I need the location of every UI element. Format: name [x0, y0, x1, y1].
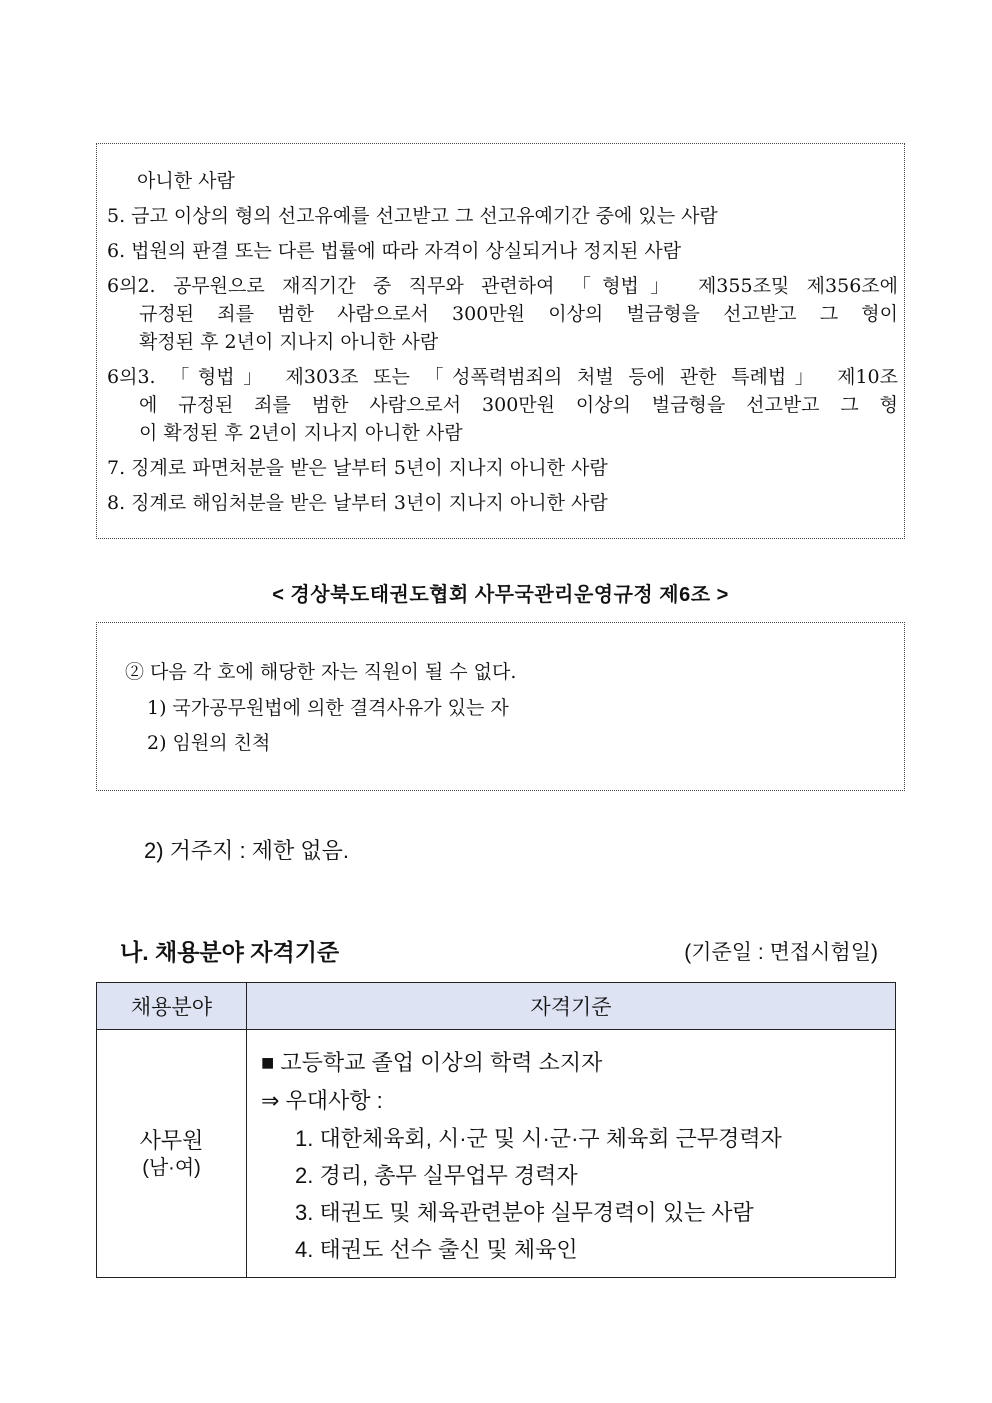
- list-item-6: 6. 법원의 판결 또는 다른 법률에 따라 자격이 상실되거나 정지된 사람: [107, 240, 682, 262]
- regulation-sub-item-1: 1) 국가공무원법에 의한 결격사유가 있는 자: [147, 697, 509, 719]
- list-item-6-2-line2: 규정된 죄를 범한 사람으로서 300만원 이상의 벌금형을 선고받고 그 형이: [139, 303, 898, 325]
- disqualification-list-box: [96, 143, 905, 539]
- list-item-6-2-line3: 확정된 후 2년이 지나지 아니한 사람: [139, 331, 439, 353]
- preference-item: 4. 태권도 선수 출신 및 체육인: [295, 1237, 578, 1262]
- job-cell: [97, 1030, 247, 1277]
- job-title: 사무원: [139, 1127, 204, 1153]
- qualification-table: [96, 982, 896, 1278]
- preference-item: 2. 경리, 총무 실무업무 경력자: [295, 1163, 578, 1188]
- preference-label: ⇒ 우대사항 :: [261, 1088, 383, 1113]
- list-item-7: 7. 징계로 파면처분을 받은 날부터 5년이 지나지 아니한 사람: [107, 457, 608, 479]
- reference-date-note: (기준일 : 면접시험일): [684, 941, 878, 964]
- preference-item: 3. 태권도 및 체육관련분야 실무경력이 있는 사람: [295, 1200, 754, 1225]
- list-item-5: 5. 금고 이상의 형의 선고유예를 선고받고 그 선고유예기간 중에 있는 사람: [107, 205, 718, 227]
- regulation-sub-item-2: 2) 임원의 친척: [147, 732, 271, 754]
- list-continuation-line: 아니한 사람: [137, 170, 235, 192]
- section-heading: 나. 채용분야 자격기준: [120, 939, 340, 965]
- list-item-6-2-line1: 6의2. 공무원으로 재직기간 중 직무와 관련하여 「형법」 제355조및 제356조에: [107, 275, 898, 297]
- criteria-cell: [247, 1030, 895, 1277]
- table-header-field: 채용분야: [97, 983, 247, 1030]
- regulation-box: [96, 622, 905, 791]
- list-item-6-3-line1: 6의3. 「형법」 제303조 또는 「성폭력범죄의 처벌 등에 관한 특례법」 제10조: [107, 366, 898, 388]
- criteria-education: ■ 고등학교 졸업 이상의 학력 소지자: [261, 1050, 603, 1075]
- residence-requirement: 2) 거주지 : 제한 없음.: [144, 838, 349, 863]
- list-item-6-3-line2: 에 규정된 죄를 범한 사람으로서 300만원 이상의 벌금형을 선고받고 그 형: [139, 394, 898, 416]
- list-item-6-3-line3: 이 확정된 후 2년이 지나지 아니한 사람: [139, 422, 463, 444]
- regulation-title: < 경상북도태권도협회 사무국관리운영규정 제6조 >: [272, 584, 729, 606]
- job-gender: (남·여): [142, 1156, 201, 1179]
- regulation-clause: ② 다음 각 호에 해당한 자는 직원이 될 수 없다.: [125, 661, 517, 683]
- table-header-criteria: 자격기준: [247, 983, 895, 1030]
- preference-item: 1. 대한체육회, 시·군 및 시·군·구 체육회 근무경력자: [295, 1126, 782, 1151]
- list-item-8: 8. 징계로 해임처분을 받은 날부터 3년이 지나지 아니한 사람: [107, 492, 608, 514]
